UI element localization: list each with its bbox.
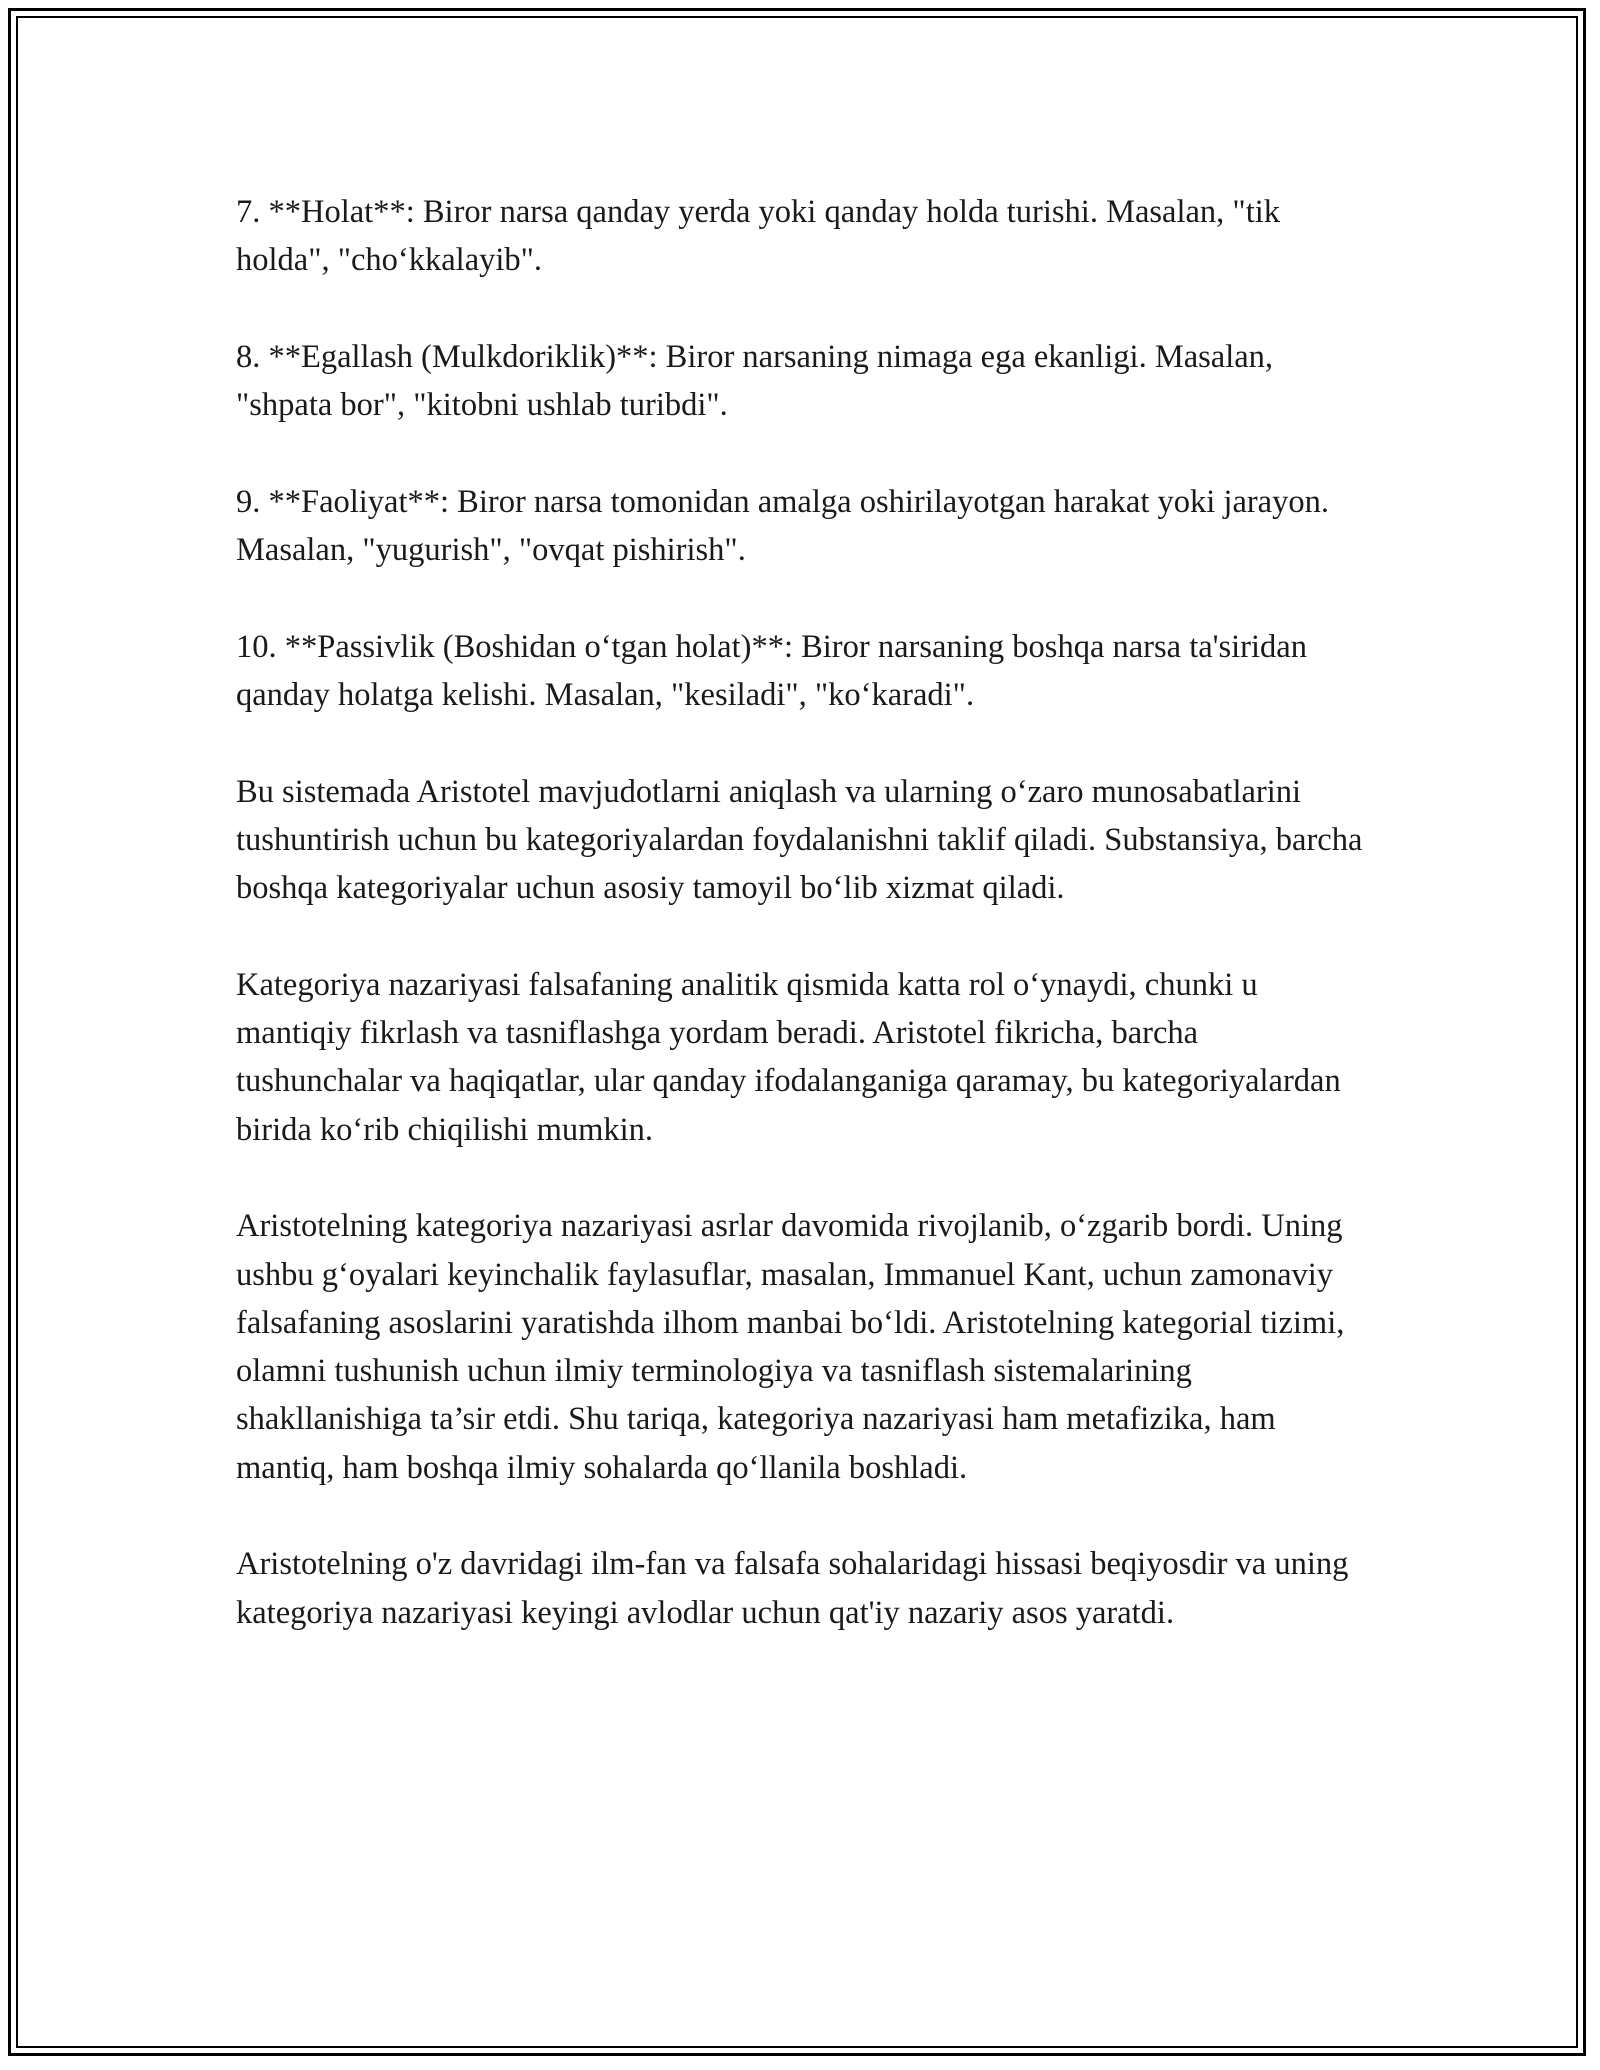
document-body [236,188,1366,1685]
paragraph-kategoriya-nazariyasi: Kategoriya nazariyasi falsafaning analitik qismida katta rol o‘ynaydi, chunki u mantiqiy fikrlash va tasniflashga yordam beradi. Aristotel fikricha, barcha tushunchalar va haqiqatlar, ular qanday ifodalanganiga qaramay, bu kategoriyalardan birida ko‘rib chiqilishi mumkin. [236,966,1341,1148]
paragraph-hissa: Aristotelning o'z davridagi ilm-fan va falsafa sohalaridagi hissasi beqiyosdir va uning kategoriya nazariyasi keyingi avlodlar uchun qat'iy nazariy asos yaratdi. [236,1546,1349,1631]
paragraph-faoliyat: 9. **Faoliyat**: Biror narsa tomonidan amalga oshirilayotgan harakat yoki jarayon. Masalan, "yugurish", "ovqat pishirish". [236,483,1329,569]
paragraph-egallash: 8. **Egallash (Mulkdoriklik)**: Biror narsaning nimaga ega ekanligi. Masalan, "shpata bor", "kitobni ushlab turibdi". [236,338,1274,424]
paragraph-sistema: Bu sistemada Aristotel mavjudotlarni aniqlash va ularning o‘zaro munosabatlarini tushuntirish uchun bu kategoriyalardan foydalanishni taklif qiladi. Substansiya, barcha boshqa kategoriyalar uchun asosiy tamoyil bo‘lib xizmat qiladi. [236,773,1363,907]
paragraph-rivojlanish: Aristotelning kategoriya nazariyasi asrlar davomida rivojlanib, o‘zgarib bordi. Uning ushbu g‘oyalari keyinchalik faylasuflar, masalan, Immanuel Kant, uchun zamonaviy falsafaning asoslarini yaratishda ilhom manbai bo‘ldi. Aristotelning kategorial tizimi, olamni tushunish uchun ilmiy terminologiya va tasniflash sistemalarining shakllanishiga ta’sir etdi. Shu tariqa, kategoriya nazariyasi ham metafizika, ham mantiq, ham boshqa ilmiy sohalarda qo‘llanila boshladi. [236,1208,1345,1486]
paragraph-holat: 7. **Holat**: Biror narsa qanday yerda yoki qanday holda turishi. Masalan, "tik holda", "cho‘kkalayib". [236,194,1280,279]
paragraph-passivlik: 10. **Passivlik (Boshidan o‘tgan holat)**: Biror narsaning boshqa narsa ta'siridan qanday holatga kelishi. Masalan, "kesiladi", "ko‘karadi". [236,628,1307,713]
